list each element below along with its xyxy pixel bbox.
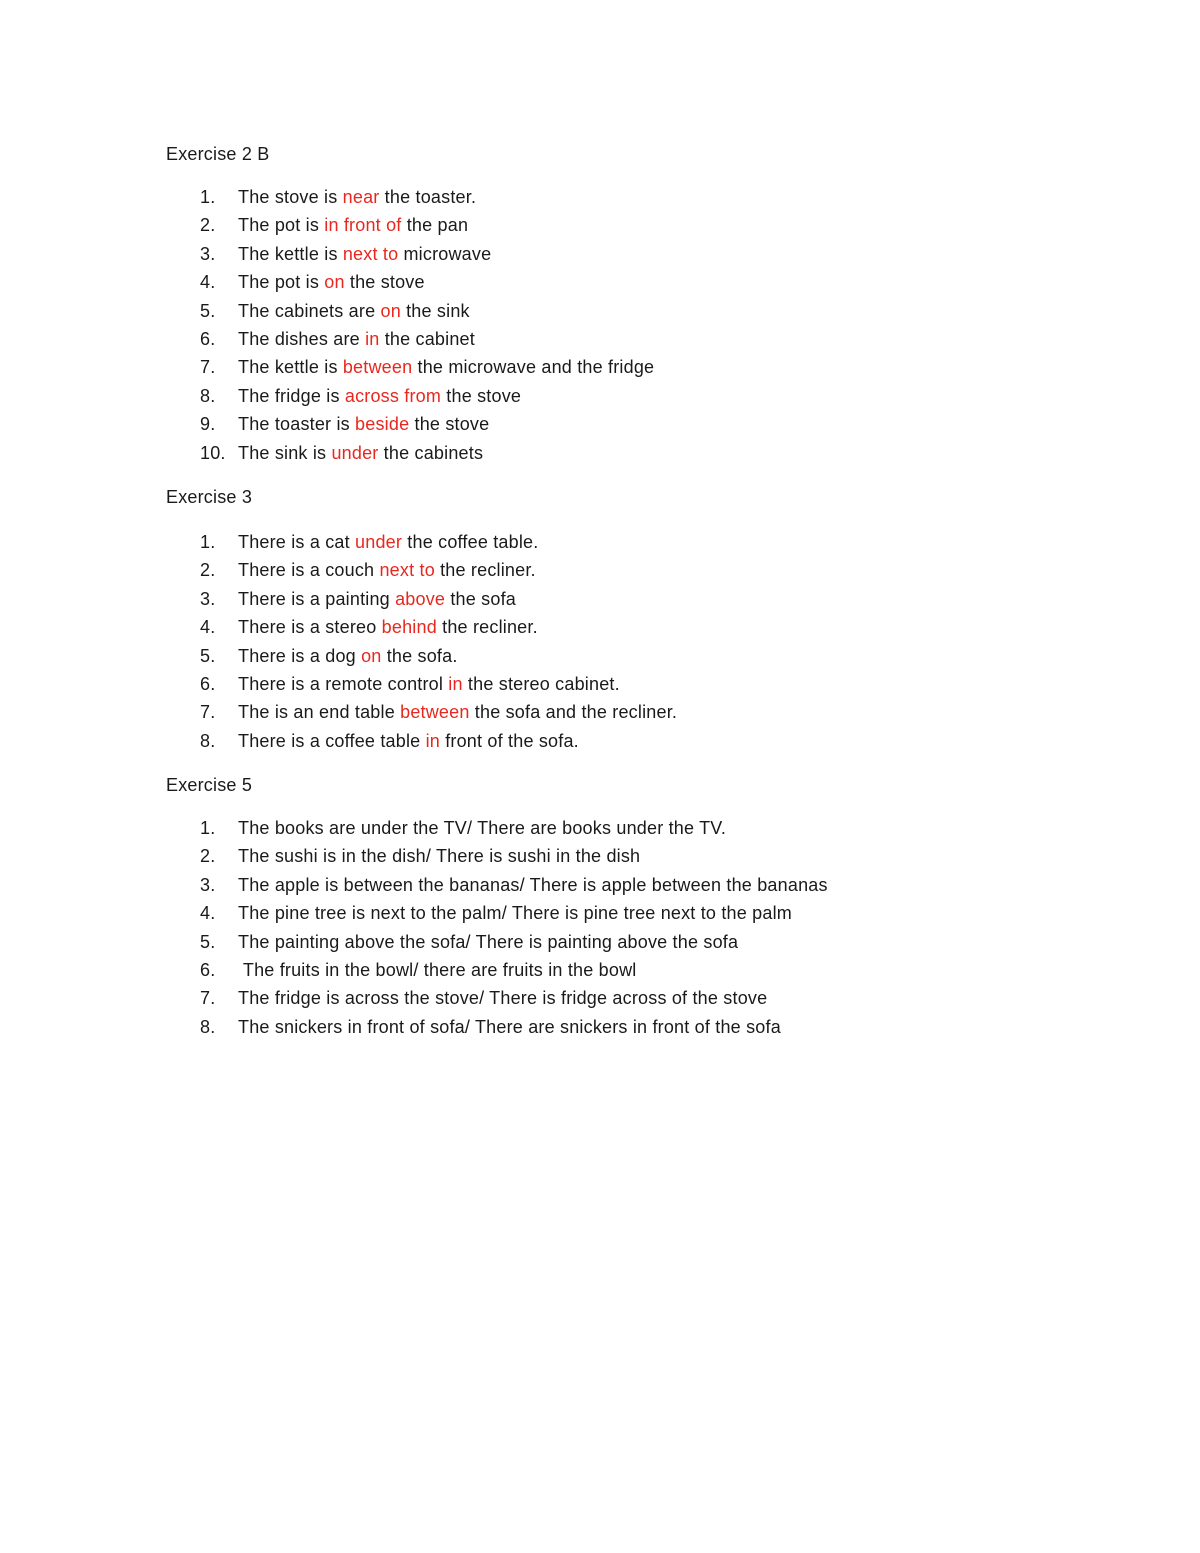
item-answer: beside bbox=[355, 414, 410, 435]
item-text-before: The toaster is bbox=[238, 414, 356, 435]
item-text bbox=[238, 531, 538, 553]
item-answer: on bbox=[324, 272, 345, 293]
item-text-before: The sink is bbox=[238, 442, 332, 463]
item-text-before: The is an end table bbox=[238, 702, 401, 723]
item-text bbox=[238, 214, 468, 236]
item-number: 7. bbox=[200, 357, 216, 378]
item-text bbox=[238, 588, 516, 610]
item-number: 10. bbox=[200, 442, 226, 463]
item-text-before: The pot is bbox=[238, 215, 325, 236]
list-item bbox=[166, 271, 1066, 299]
item-text-before: There is a couch bbox=[238, 560, 380, 581]
item-text-after: the recliner. bbox=[434, 560, 536, 581]
item-text-after: microwave bbox=[398, 243, 492, 264]
list-item bbox=[166, 214, 1066, 242]
item-text: The pine tree is next to the palm/ There is pine tree next to the palm bbox=[238, 903, 792, 924]
item-text: The fruits in the bowl/ there are fruits in the bowl bbox=[238, 959, 637, 980]
exercise-2b-list bbox=[166, 186, 1066, 470]
item-number: 8. bbox=[200, 385, 216, 406]
item-answer: next to bbox=[379, 560, 435, 581]
item-text: The sushi is in the dish/ There is sushi in the dish bbox=[238, 846, 641, 867]
item-number: 1. bbox=[200, 532, 216, 552]
item-text bbox=[238, 328, 475, 350]
list-item bbox=[166, 300, 1066, 328]
item-text-before: The dishes are bbox=[238, 328, 366, 349]
list-item bbox=[166, 730, 1066, 758]
item-text: The painting above the sofa/ There is painting above the sofa bbox=[238, 931, 739, 952]
item-answer: on bbox=[361, 645, 382, 666]
item-text: The apple is between the bananas/ There is apple between the bananas bbox=[238, 874, 828, 895]
item-text-after: the stereo cabinet. bbox=[462, 673, 620, 694]
item-answer: under bbox=[331, 442, 379, 463]
list-item bbox=[166, 959, 1066, 987]
item-text-before: The stove is bbox=[238, 187, 343, 207]
item-text-before: The cabinets are bbox=[238, 300, 381, 321]
list-item bbox=[166, 931, 1066, 959]
item-text: The snickers in front of sofa/ There are snickers in front of the sofa bbox=[238, 1016, 781, 1037]
item-number: 7. bbox=[200, 988, 216, 1009]
item-text bbox=[238, 442, 483, 464]
item-number: 4. bbox=[200, 617, 216, 638]
item-text bbox=[238, 186, 476, 208]
item-number: 6. bbox=[200, 328, 216, 349]
item-text-before: The kettle is bbox=[238, 357, 343, 378]
item-number: 2. bbox=[200, 560, 216, 581]
exercise-2b-title: Exercise 2 B bbox=[166, 144, 270, 164]
item-text-before: There is a cat bbox=[238, 532, 356, 552]
list-item bbox=[166, 356, 1066, 384]
item-text: The fridge is across the stove/ There is fridge across of the stove bbox=[238, 988, 768, 1009]
item-text-after: the sofa bbox=[445, 588, 516, 609]
item-text bbox=[238, 271, 425, 293]
item-number: 5. bbox=[200, 645, 216, 666]
item-answer: under bbox=[355, 532, 403, 552]
item-text-after: the recliner. bbox=[436, 617, 538, 638]
list-item bbox=[166, 328, 1066, 356]
item-number: 9. bbox=[200, 414, 216, 435]
list-item bbox=[166, 845, 1066, 873]
exercise-5-list bbox=[166, 817, 1066, 1044]
item-text-after: the sofa. bbox=[381, 645, 458, 666]
item-text bbox=[238, 559, 536, 581]
list-item bbox=[166, 817, 1066, 845]
item-text bbox=[238, 356, 654, 378]
list-item bbox=[166, 645, 1066, 673]
item-text-before: There is a dog bbox=[238, 645, 362, 666]
item-answer: between bbox=[342, 357, 413, 378]
item-text-after: the sink bbox=[400, 300, 470, 321]
list-item bbox=[166, 442, 1066, 470]
item-text-before: The fridge is bbox=[238, 385, 345, 406]
item-text bbox=[238, 243, 491, 265]
exercise-5-section bbox=[166, 774, 1066, 1044]
item-number: 8. bbox=[200, 730, 216, 751]
list-item bbox=[166, 531, 1066, 559]
list-item bbox=[166, 701, 1066, 729]
item-text bbox=[238, 673, 620, 695]
item-text-before: There is a painting bbox=[238, 588, 396, 609]
list-item bbox=[166, 987, 1066, 1015]
item-number: 2. bbox=[200, 215, 216, 236]
item-answer: in bbox=[448, 673, 463, 694]
list-item bbox=[166, 243, 1066, 271]
item-answer: in bbox=[425, 730, 440, 751]
exercise-3-list bbox=[166, 531, 1066, 758]
item-text-after: the microwave and the fridge bbox=[412, 357, 655, 378]
item-text-after: the stove bbox=[441, 385, 522, 406]
list-item bbox=[166, 413, 1066, 441]
item-text-after: the toaster. bbox=[379, 187, 477, 207]
list-item bbox=[166, 385, 1066, 413]
item-number: 4. bbox=[200, 272, 216, 293]
item-number: 7. bbox=[200, 702, 216, 723]
item-text-before: There is a coffee table bbox=[238, 730, 426, 751]
list-item bbox=[166, 186, 1066, 214]
item-answer: across from bbox=[344, 385, 442, 406]
item-answer: above bbox=[395, 588, 446, 609]
item-number: 6. bbox=[200, 673, 216, 694]
item-answer: in front of bbox=[324, 215, 402, 236]
item-number: 8. bbox=[200, 1016, 216, 1037]
item-number: 2. bbox=[200, 846, 216, 867]
item-text-before: There is a remote control bbox=[238, 673, 449, 694]
item-text bbox=[238, 616, 538, 638]
item-number: 6. bbox=[200, 959, 216, 980]
item-text-before: There is a stereo bbox=[238, 617, 382, 638]
item-number: 1. bbox=[200, 818, 216, 838]
item-text-after: the cabinets bbox=[378, 442, 484, 463]
item-answer: next to bbox=[342, 243, 399, 264]
item-text bbox=[238, 385, 521, 407]
item-text-after: the sofa and the recliner. bbox=[469, 702, 678, 723]
item-number: 4. bbox=[200, 903, 216, 924]
item-answer: near bbox=[342, 187, 380, 207]
item-text-after: the pan bbox=[401, 215, 469, 236]
item-text bbox=[238, 300, 470, 322]
exercise-3-section bbox=[166, 486, 1066, 758]
exercise-2b-section bbox=[166, 143, 1066, 470]
item-number: 5. bbox=[200, 931, 216, 952]
list-item bbox=[166, 902, 1066, 930]
list-item bbox=[166, 559, 1066, 587]
item-number: 1. bbox=[200, 187, 216, 207]
list-item bbox=[166, 616, 1066, 644]
item-text-after: the stove bbox=[344, 272, 425, 293]
item-text-before: The kettle is bbox=[238, 243, 343, 264]
item-answer: behind bbox=[381, 617, 437, 638]
list-item bbox=[166, 874, 1066, 902]
item-text bbox=[238, 645, 458, 667]
list-item bbox=[166, 1016, 1066, 1044]
item-text-after: the stove bbox=[409, 414, 490, 435]
item-number: 3. bbox=[200, 243, 216, 264]
item-text bbox=[238, 701, 677, 723]
item-text bbox=[238, 413, 489, 435]
item-number: 3. bbox=[200, 588, 216, 609]
item-answer: in bbox=[365, 328, 380, 349]
exercise-5-title: Exercise 5 bbox=[166, 775, 253, 795]
item-text bbox=[238, 730, 579, 752]
list-item bbox=[166, 673, 1066, 701]
item-text-after: front of the sofa. bbox=[440, 730, 579, 751]
item-number: 3. bbox=[200, 874, 216, 895]
list-item bbox=[166, 588, 1066, 616]
item-text-after: the cabinet bbox=[379, 328, 475, 349]
exercise-3-title: Exercise 3 bbox=[166, 487, 253, 507]
item-text-after: the coffee table. bbox=[402, 532, 539, 552]
item-answer: between bbox=[400, 702, 470, 723]
item-answer: on bbox=[380, 300, 401, 321]
item-number: 5. bbox=[200, 300, 216, 321]
item-text-before: The pot is bbox=[238, 272, 325, 293]
item-text: The books are under the TV/ There are books under the TV. bbox=[238, 818, 727, 838]
